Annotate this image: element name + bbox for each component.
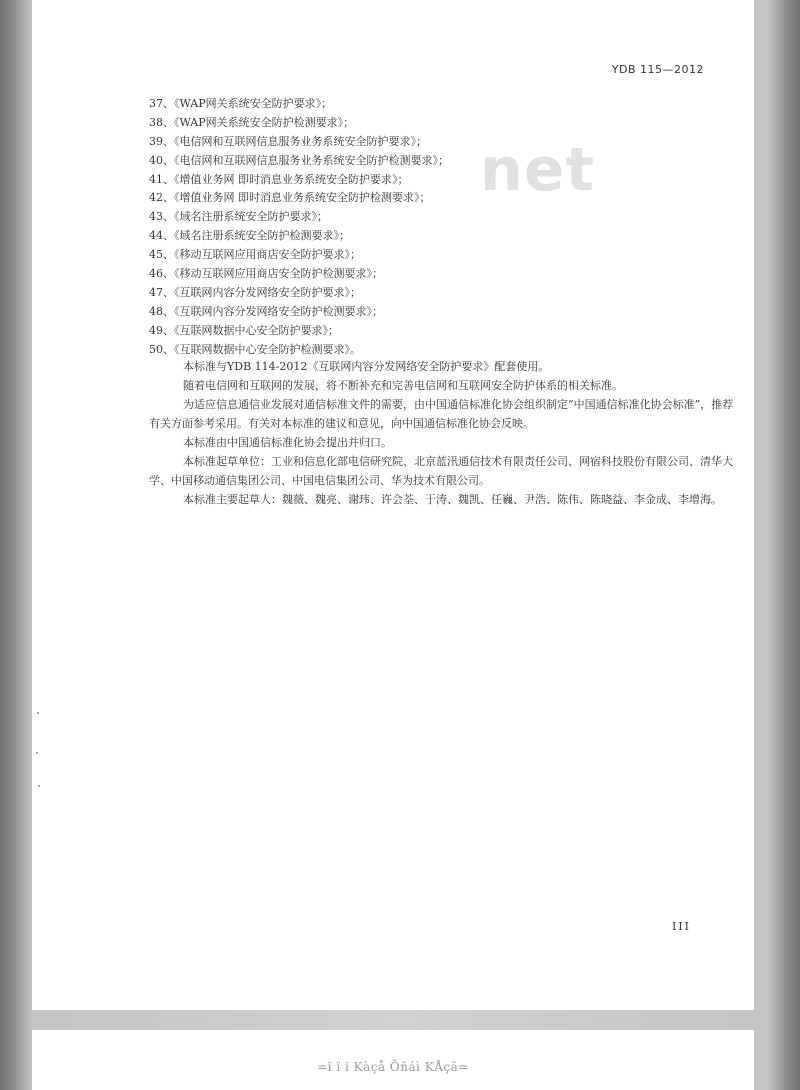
list-item: 48、《互联网内容分发网络安全防护检测要求》； (149, 304, 383, 318)
paragraph: 随着电信网和互联网的发展，将不断补充和完善电信网和互联网安全防护体系的相关标准。 (183, 379, 623, 392)
paragraph: 本标准主要起草人：魏薇、魏亮、谢玮、许会荃、于涛、魏凯、任巍、尹浩、陈伟、陈晓益、李金成、李增海。 (183, 493, 722, 506)
next-page (32, 1030, 754, 1090)
list-item: 50、《互联网数据中心安全防护检测要求》。 (149, 342, 361, 356)
list-item: 43、《域名注册系统安全防护要求》； (149, 210, 328, 224)
list-item: 37、《WAP网关系统安全防护要求》； (149, 97, 333, 110)
list-item: 49、《互联网数据中心安全防护要求》； (149, 323, 339, 337)
list-item: 39、《电信网和互联网信息服务业务系统安全防护要求》； (149, 134, 427, 148)
scan-speck (38, 785, 40, 787)
list-item: 38、《WAP网关系统安全防护检测要求》； (149, 115, 355, 129)
list-item: 46、《移动互联网应用商店安全防护检测要求》； (149, 267, 383, 281)
watermark-text: net (480, 135, 596, 205)
page-number: III (671, 920, 691, 933)
list-item: 42、《增值业务网 即时消息业务系统安全防护检测要求》； (149, 191, 431, 205)
paragraph: 为适应信息通信业发展对通信标准文件的需要，由中国通信标准化协会组织制定“中国通信标准化协会标准”，推荐有关方面参考采用。有关对本标准的建议和意见，向中国通信标准化协会反映。 (149, 398, 734, 430)
document-page (32, 0, 754, 1010)
list-item: 45、《移动互联网应用商店安全防护要求》； (149, 248, 361, 262)
scan-speck (37, 712, 39, 714)
standard-code: YDB 115—2012 (611, 63, 704, 76)
body-text (149, 357, 739, 509)
paragraph: 本标准与YDB 114-2012《互联网内容分发网络安全防护要求》配套使用。 (183, 360, 550, 373)
standards-list (149, 95, 449, 359)
list-item: 40、《电信网和互联网信息服务业务系统安全防护检测要求》； (149, 153, 449, 167)
scan-speck (36, 752, 38, 754)
list-item: 44、《域名注册系统安全防护检测要求》； (149, 229, 350, 243)
paragraph: 本标准由中国通信标准化协会提出并归口。 (183, 436, 392, 449)
list-item: 47、《互联网内容分发网络安全防护要求》； (149, 285, 361, 299)
list-item: 41、《增值业务网 即时消息业务系统安全防护要求》； (149, 172, 409, 186)
paragraph: 本标准起草单位：工业和信息化部电信研究院、北京蓝汛通信技术有限责任公司、网宿科技股份有限公司、清华大学、中国移动通信集团公司、中国电信集团公司、华为技术有限公司。 (149, 455, 733, 487)
next-page-watermark: =ï ï ï Kàçå Õñáì KÅçã= (317, 1060, 469, 1074)
